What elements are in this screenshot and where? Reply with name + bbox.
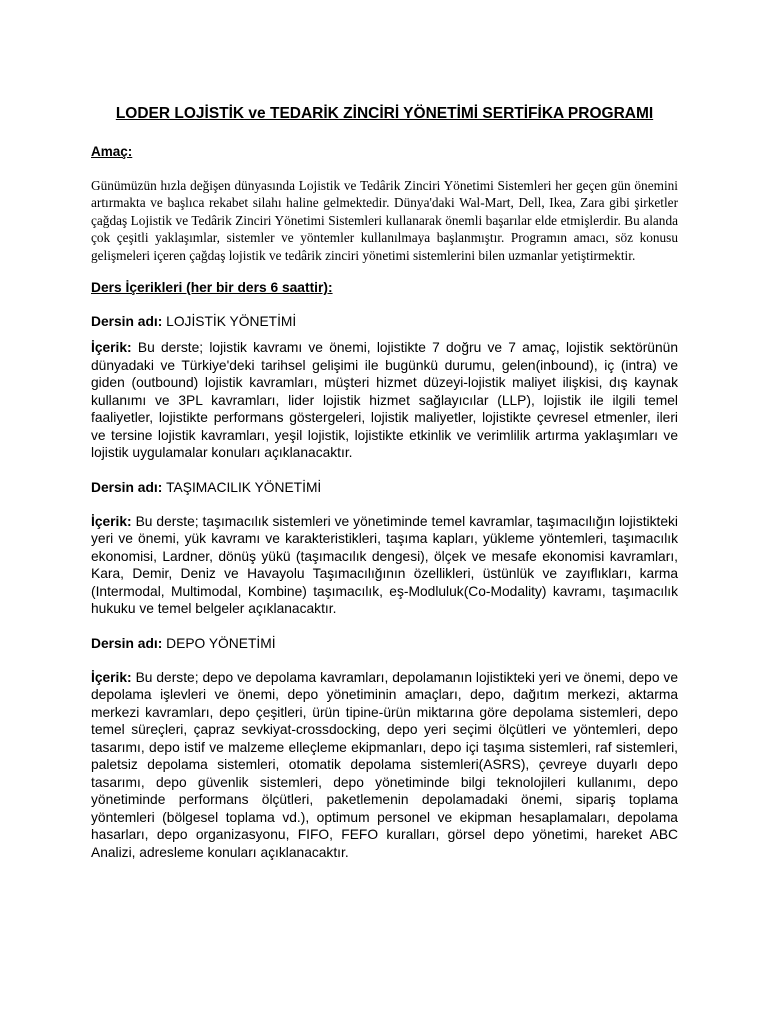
course-content bbox=[91, 339, 678, 462]
course-content bbox=[91, 669, 678, 862]
course-title bbox=[91, 479, 678, 496]
course-name: DEPO YÖNETİMİ bbox=[166, 635, 276, 651]
course-label: Dersin adı: bbox=[91, 479, 163, 495]
course-content bbox=[91, 513, 678, 618]
content-label: İçerik: bbox=[91, 340, 132, 356]
document-page bbox=[91, 104, 678, 861]
content-text: Bu derste; lojistik kavramı ve önemi, lojistikte 7 doğru ve 7 amaç, lojistik sektörünün dünyadaki ve Türkiye'deki tarihsel gelişimi ile bugünkü durumu, gelen(inbound), iç (intra) ve giden (outbound) lojistik kavramları, müşteri hizmet düzeyi-lojistik maliyet ilişkisi, dış kaynak kullanımı ve 3PL kavramları, lider lojistik hizmet sağlayıcılar (LLP), lojistik ile ilgili temel faaliyetler, lojistikte performans göstergeleri, lojistik maliyetler, lojistikte çevresel etmenler, ileri ve tersine lojistik kavramları, yeşil lojistik, lojistikte etkinlik ve verimlilik artırma yaklaşımları ve lojistik uygulamalar konuları açıklanacaktır. bbox=[91, 340, 678, 461]
course-label: Dersin adı: bbox=[91, 314, 163, 330]
course-label: Dersin adı: bbox=[91, 635, 163, 651]
course-title bbox=[91, 635, 678, 652]
ders-icerikleri-heading: Ders İçerikleri (her bir ders 6 saattir): bbox=[91, 280, 333, 296]
course-title bbox=[91, 313, 678, 330]
content-label: İçerik: bbox=[91, 513, 132, 529]
amac-heading: Amaç: bbox=[91, 144, 133, 159]
course-name: TAŞIMACILIK YÖNETİMİ bbox=[166, 479, 322, 495]
content-text: Bu derste; depo ve depolama kavramları, depolamanın lojistikteki yeri ve önemi, depo ve depolama işlevleri ve önemi, depo yönetiminin amaçları, depo, dağıtım merkezi, aktarma merkezi kavramları, depo çeşitleri, ürün tipine-ürün miktarına göre depolama sistemleri, depo temel süreçleri, çapraz sevkiyat-crossdocking, depo yeri seçimi ölçütleri ve yöntemleri, depo tasarımı, depo istif ve malzeme elleçleme ekipmanları, depo içi taşıma sistemleri, raf sistemleri, paletsiz depolama sistemleri, otomatik depolama sistemleri(ASRS), çevreye duyarlı depo tasarımı, depo güvenlik sistemleri, depo yönetiminde bilgi teknolojileri kullanımı, depo yönetiminde performans ölçütleri, paketlemenin depolamadaki önemi, sipariş toplama yöntemleri (bölgesel toplama vd.), optimum personel ve ekipman hesaplamaları, depolama hasarları, depo organizasyonu, FIFO, FEFO kuralları, görsel depo yönetimi, hareket ABC Analizi, adresleme konuları açıklanacaktır. bbox=[91, 669, 678, 860]
document-title: LODER LOJİSTİK ve TEDARİK ZİNCİRİ YÖNETİMİ SERTİFİKA PROGRAMI bbox=[115, 105, 654, 122]
content-text: Bu derste; taşımacılık sistemleri ve yönetiminde temel kavramlar, taşımacılığın lojistikteki yeri ve önemi, yük kavramı ve karakteristikleri, taşıma kapları, yükleme yöntemleri, taşımacılık ekonomisi, Lardner, dönüş yükü (taşımacılık dengesi), ölçek ve mesafe ekonomisi kavramları, Kara, Demir, Deniz ve Havayolu Taşımacılığının özellikleri, üstünlük ve zayıflıkları, karma (Intermodal, Multimodal, Kombine) taşımacılık, eş-Modluluk(Co-Modality) kavramı, taşımacılık hukuku ve temel belgeler açıklanacaktır. bbox=[91, 513, 678, 617]
content-label: İçerik: bbox=[91, 669, 132, 685]
course-name: LOJİSTİK YÖNETİMİ bbox=[166, 314, 297, 330]
amac-paragraph: Günümüzün hızla değişen dünyasında Lojistik ve Tedârik Zinciri Yönetimi Sistemleri her geçen gün önemini artırmakta ve başlıca rekabet silahı haline gelmektedir. Dünya'daki Wal-Mart, Dell, Ikea, Zara gibi şirketler çağdaş Lojistik ve Tedârik Zinciri Yönetimi Sistemleri kullanarak önemli başarılar elde etmişlerdir. Bu alanda çok çeşitli yaklaşımlar, sistemler ve yöntemler kullanılmaya başlanmıştır. Programın amacı, söz konusu gelişmeleri içeren çağdaş lojistik ve tedârik zinciri yönetimi sistemlerini bilen uzmanlar yetiştirmektir. bbox=[91, 178, 678, 263]
